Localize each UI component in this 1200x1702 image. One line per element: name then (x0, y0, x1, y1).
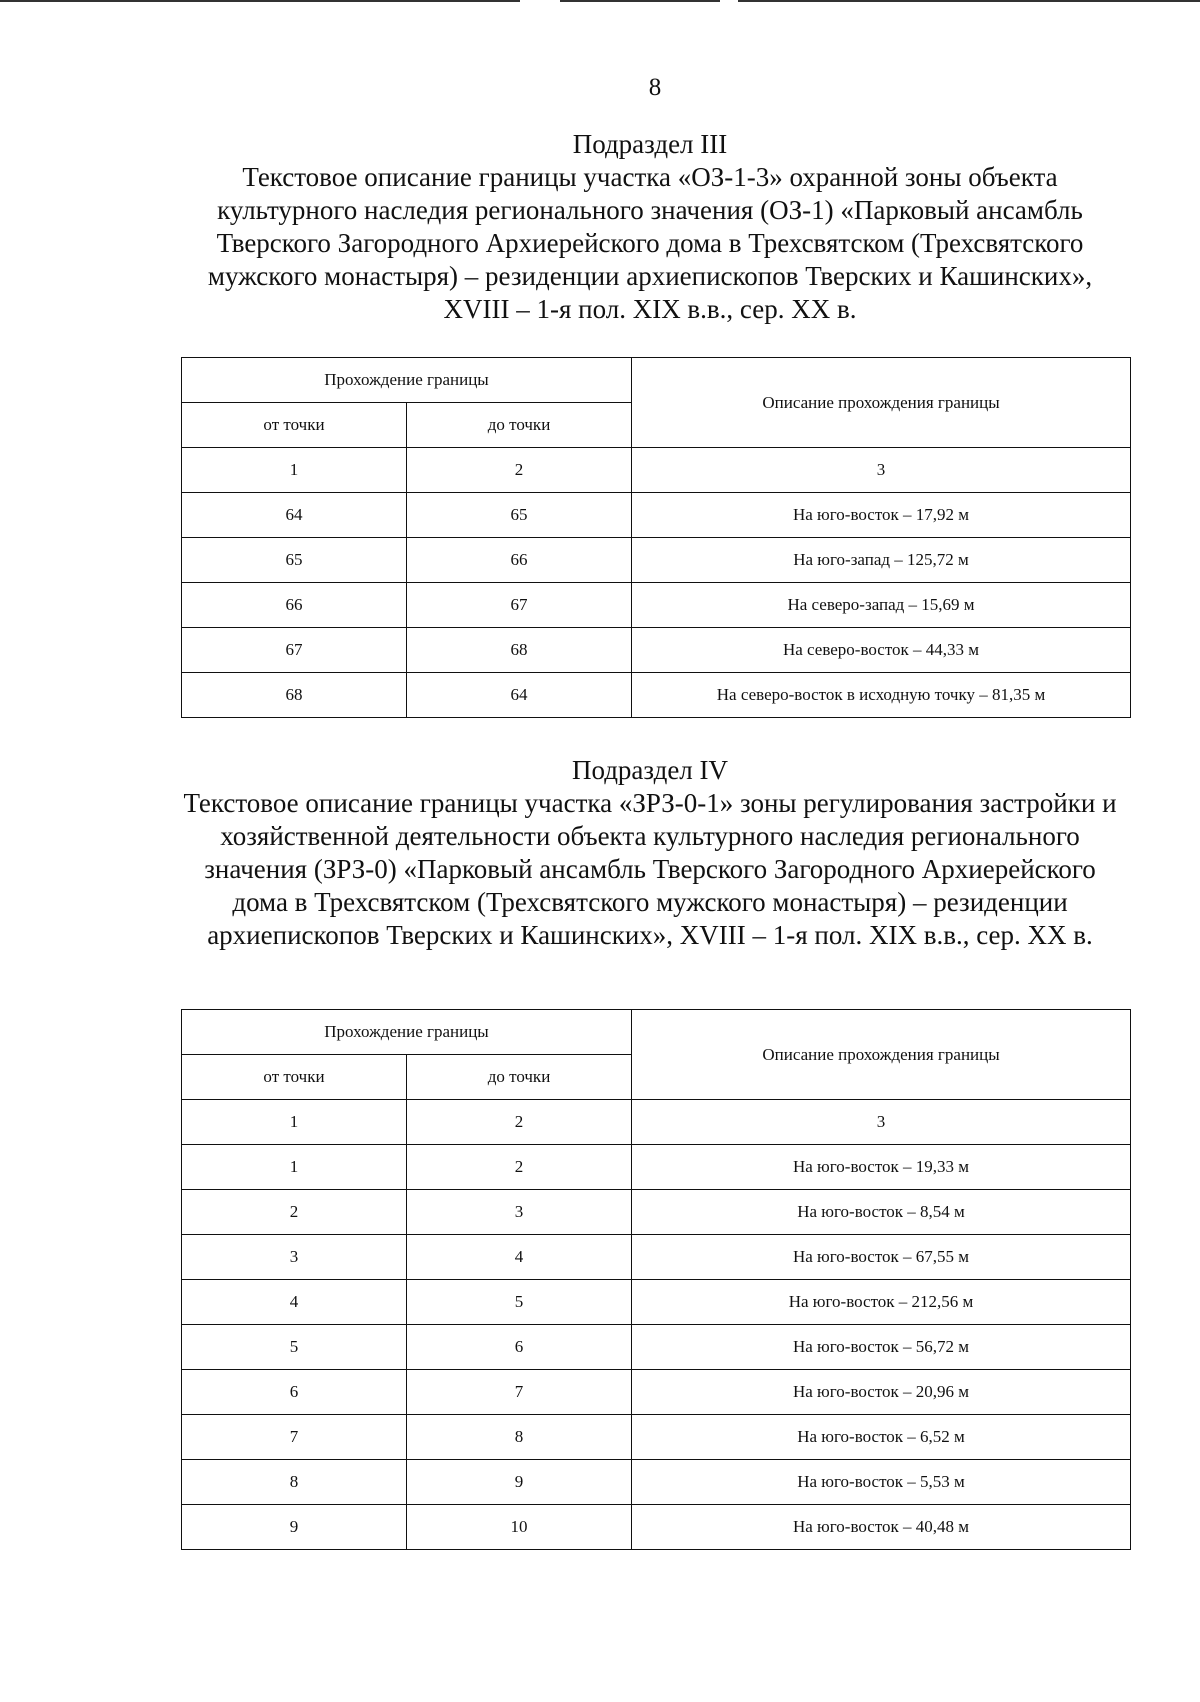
table-row (182, 1415, 1131, 1460)
table-row (182, 583, 1131, 628)
table-row (182, 1325, 1131, 1370)
row-to-cell: 5 (407, 1280, 632, 1325)
row-description-cell: На северо-восток в исходную точку – 81,35 м (632, 673, 1131, 718)
row-from-cell: 7 (182, 1415, 407, 1460)
row-from-cell: 9 (182, 1505, 407, 1550)
row-to-cell: 64 (407, 673, 632, 718)
table-row (182, 493, 1131, 538)
row-description-cell: На юго-восток – 19,33 м (632, 1145, 1131, 1190)
numbering-cell: 2 (407, 448, 632, 493)
header-group-cell: Прохождение границы (182, 1010, 632, 1055)
row-description-cell: На юго-восток – 67,55 м (632, 1235, 1131, 1280)
row-description-cell: На юго-восток – 20,96 м (632, 1370, 1131, 1415)
row-to-cell: 3 (407, 1190, 632, 1235)
row-from-cell: 64 (182, 493, 407, 538)
row-to-cell: 68 (407, 628, 632, 673)
table-row (182, 1505, 1131, 1550)
table-row (182, 1280, 1131, 1325)
table-row (182, 673, 1131, 718)
row-to-cell: 4 (407, 1235, 632, 1280)
row-to-cell: 67 (407, 583, 632, 628)
row-from-cell: 68 (182, 673, 407, 718)
row-description-cell: На юго-восток – 6,52 м (632, 1415, 1131, 1460)
row-description-cell: На юго-запад – 125,72 м (632, 538, 1131, 583)
table-row (182, 1190, 1131, 1235)
header-from-cell: от точки (182, 1055, 407, 1100)
row-to-cell: 10 (407, 1505, 632, 1550)
row-to-cell: 65 (407, 493, 632, 538)
numbering-cell: 3 (632, 448, 1131, 493)
section-iv-title: Подраздел IV (571, 755, 729, 785)
row-to-cell: 8 (407, 1415, 632, 1460)
section-iv (175, 754, 1125, 952)
row-from-cell: 5 (182, 1325, 407, 1370)
row-from-cell: 2 (182, 1190, 407, 1235)
table-header-row (182, 1010, 1131, 1055)
row-description-cell: На юго-восток – 56,72 м (632, 1325, 1131, 1370)
scan-edge-gap (520, 0, 560, 2)
table-row (182, 1370, 1131, 1415)
header-group-cell: Прохождение границы (182, 358, 632, 403)
scan-edge-line (0, 0, 1200, 2)
row-from-cell: 66 (182, 583, 407, 628)
table-numbering-row (182, 1100, 1131, 1145)
numbering-cell: 3 (632, 1100, 1131, 1145)
section-iv-description: Текстовое описание границы участка «ЗРЗ-0-1» зоны регулирования застройки и хозяйственной деятельности объекта культурного наследия регионального значения (ЗРЗ-0) «Парковый ансамбль Тверского Загородного Архиерейского дома в Трехсвятском (Трехсвятского мужского монастыря) – резиденции архиепископов Тверских и Кашинских», XVIII – 1-я пол. XIX в.в., сер. XX в. (183, 788, 1117, 950)
table-row (182, 1235, 1131, 1280)
row-to-cell: 6 (407, 1325, 632, 1370)
row-description-cell: На северо-восток – 44,33 м (632, 628, 1131, 673)
table-row (182, 1460, 1131, 1505)
row-to-cell: 7 (407, 1370, 632, 1415)
header-to-cell: до точки (407, 1055, 632, 1100)
section-iii-description: Текстовое описание границы участка «ОЗ-1-3» охранной зоны объекта культурного наследия регионального значения (ОЗ-1) «Парковый ансамбль Тверского Загородного Архиерейского дома в Трехсвятском (Трехсвятского мужского монастыря) – резиденции архиепископов Тверских и Кашинских», XVIII – 1-я пол. XIX в.в., сер. XX в. (207, 162, 1093, 324)
section-iii (175, 128, 1125, 326)
row-to-cell: 66 (407, 538, 632, 583)
page-number: 8 (648, 74, 662, 101)
section-iii-title: Подраздел III (572, 129, 728, 159)
table-header-row (182, 358, 1131, 403)
row-from-cell: 4 (182, 1280, 407, 1325)
row-from-cell: 67 (182, 628, 407, 673)
table-row (182, 1145, 1131, 1190)
row-to-cell: 2 (407, 1145, 632, 1190)
numbering-cell: 1 (182, 1100, 407, 1145)
row-from-cell: 65 (182, 538, 407, 583)
header-description-cell: Описание прохождения границы (632, 1010, 1131, 1100)
row-description-cell: На юго-восток – 212,56 м (632, 1280, 1131, 1325)
header-from-cell: от точки (182, 403, 407, 448)
row-from-cell: 6 (182, 1370, 407, 1415)
row-description-cell: На юго-восток – 40,48 м (632, 1505, 1131, 1550)
scan-edge-gap (720, 0, 738, 2)
boundary-table-iv (181, 1009, 1131, 1550)
row-description-cell: На юго-восток – 17,92 м (632, 493, 1131, 538)
row-to-cell: 9 (407, 1460, 632, 1505)
table-row (182, 628, 1131, 673)
header-to-cell: до точки (407, 403, 632, 448)
table-row (182, 538, 1131, 583)
row-description-cell: На юго-восток – 8,54 м (632, 1190, 1131, 1235)
header-description-cell: Описание прохождения границы (632, 358, 1131, 448)
row-from-cell: 1 (182, 1145, 407, 1190)
row-description-cell: На северо-запад – 15,69 м (632, 583, 1131, 628)
row-from-cell: 3 (182, 1235, 407, 1280)
numbering-cell: 2 (407, 1100, 632, 1145)
row-description-cell: На юго-восток – 5,53 м (632, 1460, 1131, 1505)
boundary-table-iii (181, 357, 1131, 718)
numbering-cell: 1 (182, 448, 407, 493)
row-from-cell: 8 (182, 1460, 407, 1505)
table-numbering-row (182, 448, 1131, 493)
